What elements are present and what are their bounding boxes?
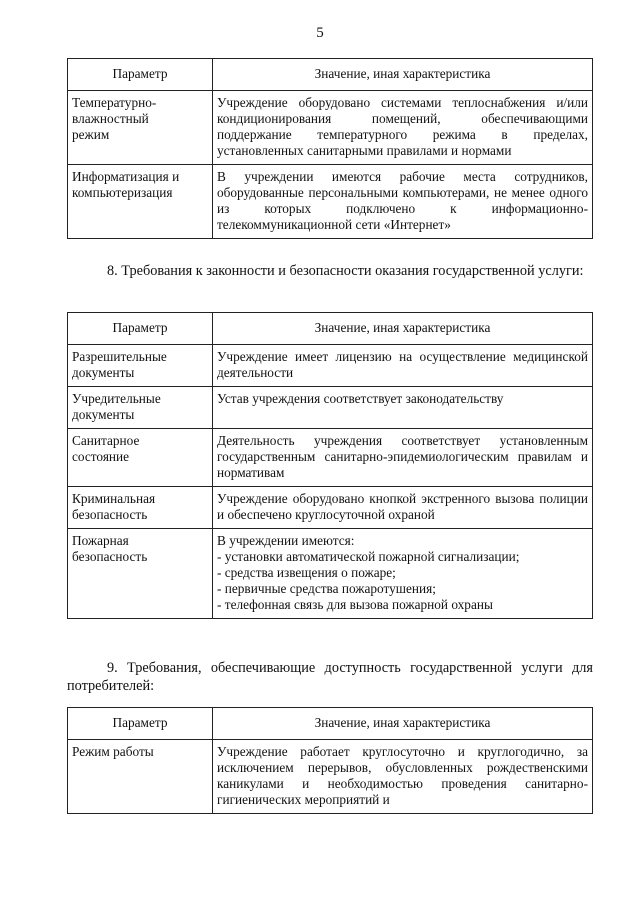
header-param: Параметр [68,313,213,345]
table-header-row [68,313,593,345]
table-row [68,387,593,429]
table-row [68,487,593,529]
table-row [68,529,593,619]
param-line: Разрешительные [72,349,167,364]
param-line: влажностный [72,111,149,126]
value-cell: Учреждение оборудовано системами теплоснабжения и/или кондиционирования помещений, обеспечивающими поддержание температурного режима в пределах, установленных санитарными правилами и нормами [213,91,593,165]
param-line: Пожарная [72,533,129,548]
param-line: документы [72,365,135,380]
param-cell [68,387,213,429]
param-cell [68,529,213,619]
table-header-row [68,59,593,91]
header-param: Параметр [68,59,213,91]
table-row [68,345,593,387]
param-line: документы [72,407,135,422]
param-cell [68,429,213,487]
value-line: - первичные средства пожаротушения; [217,581,436,596]
value-cell: Учреждение оборудовано кнопкой экстренного вызова полиции и обеспечено круглосуточной охраной [213,487,593,529]
value-line: В учреждении имеются: [217,533,355,548]
params-table-3 [67,707,593,814]
param-line: компьютеризация [72,185,173,200]
section-9-heading: 9. Требования, обеспечивающие доступность государственной услуги для потребителей: [67,660,593,694]
param-cell [68,345,213,387]
table-row [68,91,593,165]
page-number: 5 [316,25,324,41]
param-cell [68,740,213,814]
header-value: Значение, иная характеристика [213,708,593,740]
section-8-heading: 8. Требования к законности и безопасности оказания государственной услуги: [107,263,584,279]
value-cell: Учреждение работает круглосуточно и круглогодично, за исключением перерывов, обусловленных рождественскими каникулами и необходимостью проведения санитарно-гигиенических мероприятий и [213,740,593,814]
param-cell [68,487,213,529]
value-cell: Устав учреждения соответствует законодательству [213,387,593,429]
value-line: - средства извещения о пожаре; [217,565,396,580]
value-cell [213,529,593,619]
param-line: режим [72,127,110,142]
table-row [68,740,593,814]
value-line: - установки автоматической пожарной сигнализации; [217,549,520,564]
table-header-row [68,708,593,740]
param-cell [68,165,213,239]
header-param: Параметр [68,708,213,740]
value-cell: Деятельность учреждения соответствует установленным государственным санитарно-эпидемиологическим правилам и нормативам [213,429,593,487]
param-line: Криминальная [72,491,156,506]
value-line: - телефонная связь для вызова пожарной охраны [217,597,493,612]
params-table-2 [67,312,593,619]
param-line: Информатизация и [72,169,180,184]
param-cell [68,91,213,165]
header-value: Значение, иная характеристика [213,313,593,345]
param-line: Учредительные [72,391,161,406]
param-line: Санитарное [72,433,140,448]
param-line: Режим работы [72,744,154,759]
param-line: состояние [72,449,130,464]
header-value: Значение, иная характеристика [213,59,593,91]
param-line: безопасность [72,507,148,522]
params-table-1 [67,58,593,239]
param-line: безопасность [72,549,148,564]
value-cell: Учреждение имеет лицензию на осуществление медицинской деятельности [213,345,593,387]
table-row [68,429,593,487]
param-line: Температурно- [72,95,157,110]
value-cell: В учреждении имеются рабочие места сотрудников, оборудованные персональными компьютерами, не менее одного из которых подключено к информационно-телекоммуникационной сети «Интернет» [213,165,593,239]
table-row [68,165,593,239]
